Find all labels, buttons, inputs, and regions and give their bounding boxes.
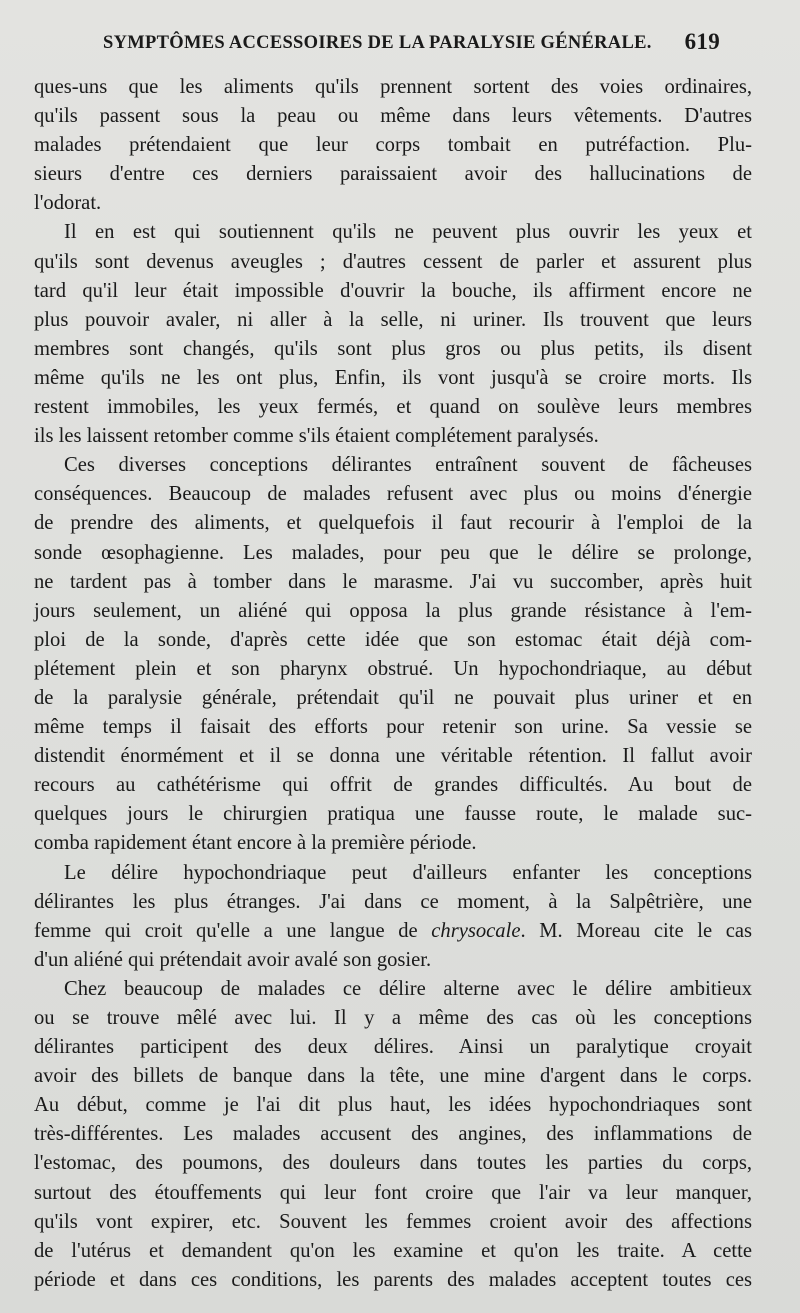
text-line: surtout des étouffements qui leur font croire que l'air va leur manquer,	[34, 1181, 752, 1204]
text-line: restent immobiles, les yeux fermés, et quand on soulève leurs membres	[34, 396, 752, 419]
text-line: Ces diverses conceptions délirantes entraînent souvent de fâcheuses	[64, 454, 752, 477]
text-line: qu'ils vont expirer, etc. Souvent les femmes croient avoir des affections	[34, 1210, 752, 1233]
text-line: qu'ils passent sous la peau ou même dans leurs vêtements. D'autres	[34, 105, 752, 128]
text-line: ne tardent pas à tomber dans le marasme. J'ai vu succomber, après huit	[34, 570, 752, 593]
paragraph-2	[34, 218, 752, 451]
text-line: Au début, comme je l'ai dit plus haut, les idées hypochondriaques sont	[34, 1094, 752, 1117]
text-line: Le délire hypochondriaque peut d'ailleurs enfanter les conceptions	[64, 861, 752, 884]
text-line: Chez beaucoup de malades ce délire alterne avec le délire ambitieux	[64, 977, 752, 1000]
text-line: l'odorat.	[34, 192, 102, 215]
paragraph-5	[34, 975, 752, 1295]
text-line: quelques jours le chirurgien pratiqua une fausse route, le malade suc-	[34, 803, 752, 826]
text-line: plus pouvoir avaler, ni aller à la selle, ni uriner. Ils trouvent que leurs	[34, 308, 752, 331]
text-line: plétement plein et son pharynx obstrué. Un hypochondriaque, au début	[34, 657, 752, 680]
text-line: très-différentes. Les malades accusent des angines, des inflammations de	[34, 1123, 752, 1146]
text-line: jours seulement, un aliéné qui opposa la plus grande résistance à l'em-	[34, 599, 752, 622]
page-number: 619	[684, 29, 720, 54]
text-line: même qu'ils ne les ont plus, Enfin, ils vont jusqu'à se croire morts. Ils	[34, 366, 752, 389]
paragraph-4	[34, 859, 752, 975]
text-line: avoir des billets de banque dans la tête, une mine d'argent dans le corps.	[34, 1065, 752, 1088]
text-line: distendit énormément et il se donna une véritable rétention. Il fallut avoir	[34, 745, 752, 768]
page-header	[60, 29, 720, 65]
paragraph-1	[34, 73, 752, 218]
text-line: membres sont changés, qu'ils sont plus gros ou plus petits, ils disent	[34, 337, 752, 360]
text-line: recours au cathétérisme qui offrit de grandes difficultés. Au bout de	[34, 774, 752, 797]
text-line: Il en est qui soutiennent qu'ils ne peuvent plus ouvrir les yeux et	[64, 221, 752, 244]
text-line: de prendre des aliments, et quelquefois il faut recourir à l'emploi de la	[34, 512, 752, 535]
text-line: ques-uns que les aliments qu'ils prennent sortent des voies ordinaires,	[34, 76, 752, 98]
running-title: SYMPTÔMES ACCESSOIRES DE LA PARALYSIE GÉNÉRALE.	[103, 33, 652, 53]
text-line: tard qu'il leur était impossible d'ouvrir la bouche, ils affirment encore ne	[34, 279, 752, 302]
text-line: qu'ils sont devenus aveugles ; d'autres cessent de parler et assurent plus	[34, 250, 752, 273]
text-line-with-italic	[34, 917, 752, 946]
text-line: ils les laissent retomber comme s'ils étaient complétement paralysés.	[34, 425, 599, 448]
text-line: d'un aliéné qui prétendait avoir avalé son gosier.	[34, 948, 432, 971]
text-line: malades prétendaient que leur corps tombait en putréfaction. Plu-	[34, 134, 752, 157]
text-line: sieurs d'entre ces derniers paraissaient avoir des hallucinations de	[34, 163, 752, 186]
text-segment: femme qui croit qu'elle a une langue de	[34, 919, 432, 942]
text-line: conséquences. Beaucoup de malades refusent avec plus ou moins d'énergie	[34, 483, 752, 506]
text-line: l'estomac, des poumons, des douleurs dans toutes les parties du corps,	[34, 1152, 752, 1175]
text-line: sonde œsophagienne. Les malades, pour peu que le délire se prolonge,	[34, 541, 752, 564]
text-segment: . M. Moreau cite le cas	[520, 919, 752, 942]
text-line: période et dans ces conditions, les parents des malades acceptent toutes ces	[34, 1268, 752, 1291]
text-line: de l'utérus et demandent qu'on les examine et qu'on les traite. A cette	[34, 1239, 752, 1262]
text-line: comba rapidement étant encore à la première période.	[34, 832, 477, 855]
text-line: ou se trouve mêlé avec lui. Il y a même des cas où les conceptions	[34, 1007, 752, 1029]
text-line: même temps il faisait des efforts pour retenir son urine. Sa vessie se	[34, 716, 752, 739]
text-line: ploi de la sonde, d'après cette idée que son estomac était déjà com-	[34, 628, 752, 651]
paragraph-3	[34, 451, 752, 858]
italic-term: chrysocale	[431, 919, 521, 942]
body-text	[34, 73, 752, 1295]
text-line: délirantes les plus étranges. J'ai dans ce moment, à la Salpêtrière, une	[34, 890, 752, 913]
text-line: délirantes participent des deux délires. Ainsi un paralytique croyait	[34, 1036, 752, 1059]
text-line: de la paralysie générale, prétendait qu'il ne pouvait plus uriner et en	[34, 686, 752, 709]
